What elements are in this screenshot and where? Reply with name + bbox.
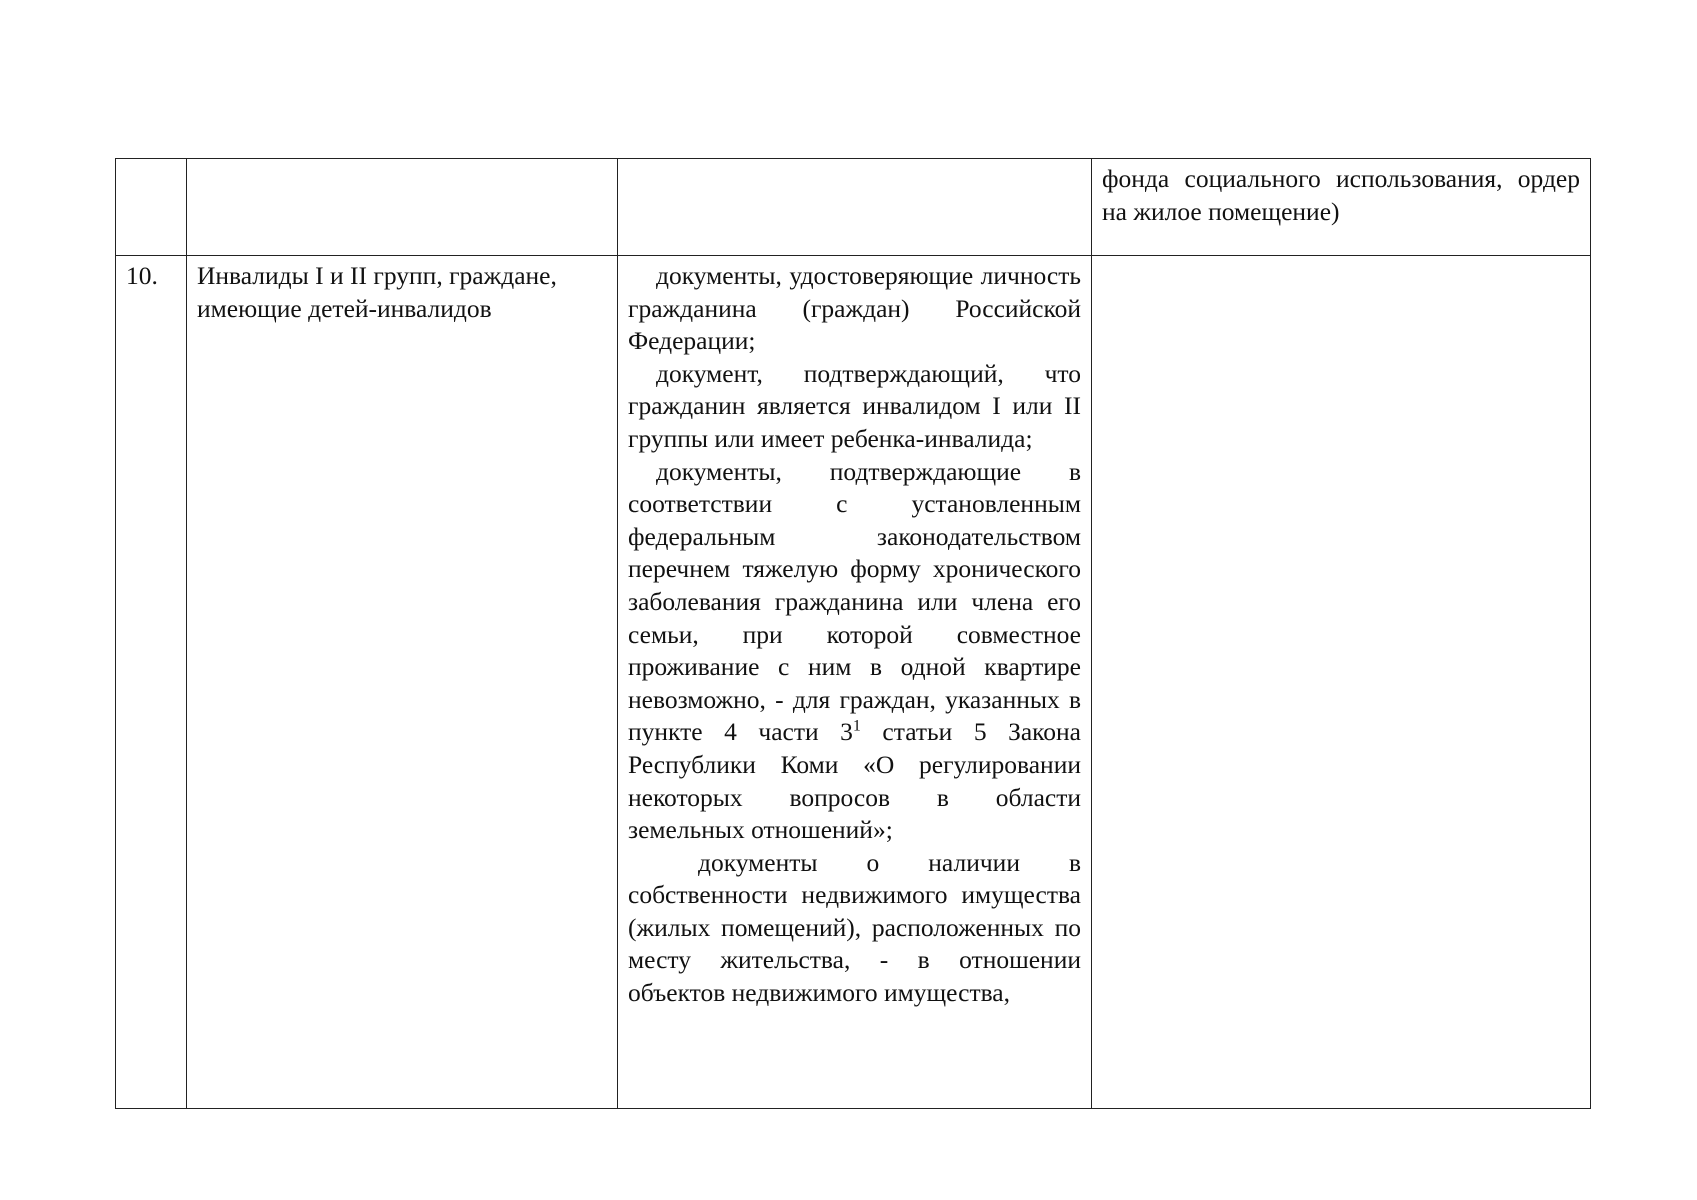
documents-paragraph-2: документ, подтверждающий, что гражданин является инвалидом I или II группы или имеет ребенка-инвалида; xyxy=(628,358,1081,453)
table-row-10 xyxy=(116,256,1591,1109)
documents-paragraph-1: документы, удостоверяющие личность гражданина (граждан) Российской Федерации; xyxy=(628,261,1081,356)
cell-category xyxy=(187,159,618,256)
cell-documents xyxy=(618,159,1092,256)
documents-paragraph-4: документы о наличии в собственности недвижимого имущества (жилых помещений), расположенных по месту жительства, - в отношении объектов недвижимого имущества, xyxy=(628,847,1081,1008)
cell-category xyxy=(187,256,618,1109)
cell-basis: фонда социального использования, ордер на жилое помещение) xyxy=(1092,159,1591,256)
document-table xyxy=(115,158,1591,1109)
table-row-continued xyxy=(116,159,1591,256)
cell-documents xyxy=(618,256,1092,1109)
documents-paragraph-3-part-a: документы, подтверждающие в соответствии с установленным федеральным законодательством перечнем тяжелую форму хронического заболевания гражданина или члена его семьи, при которой совместное проживание с ним в одной квартире невозможно, - для граждан, указанных в пункте 4 части 3 xyxy=(628,456,1081,747)
documents-paragraph-3-part-b: статьи 5 Закона Республики Коми «О регулировании некоторых вопросов в области земельных отношений»; xyxy=(628,717,1081,845)
cell-number xyxy=(116,159,187,256)
documents-paragraph-3 xyxy=(628,456,1081,847)
superscript-index: 1 xyxy=(852,717,861,735)
category-text: Инвалиды I и II групп, граждане, имеющие детей-инвалидов xyxy=(197,261,557,323)
cell-basis xyxy=(1092,256,1591,1109)
cell-number: 10. xyxy=(116,256,187,1109)
